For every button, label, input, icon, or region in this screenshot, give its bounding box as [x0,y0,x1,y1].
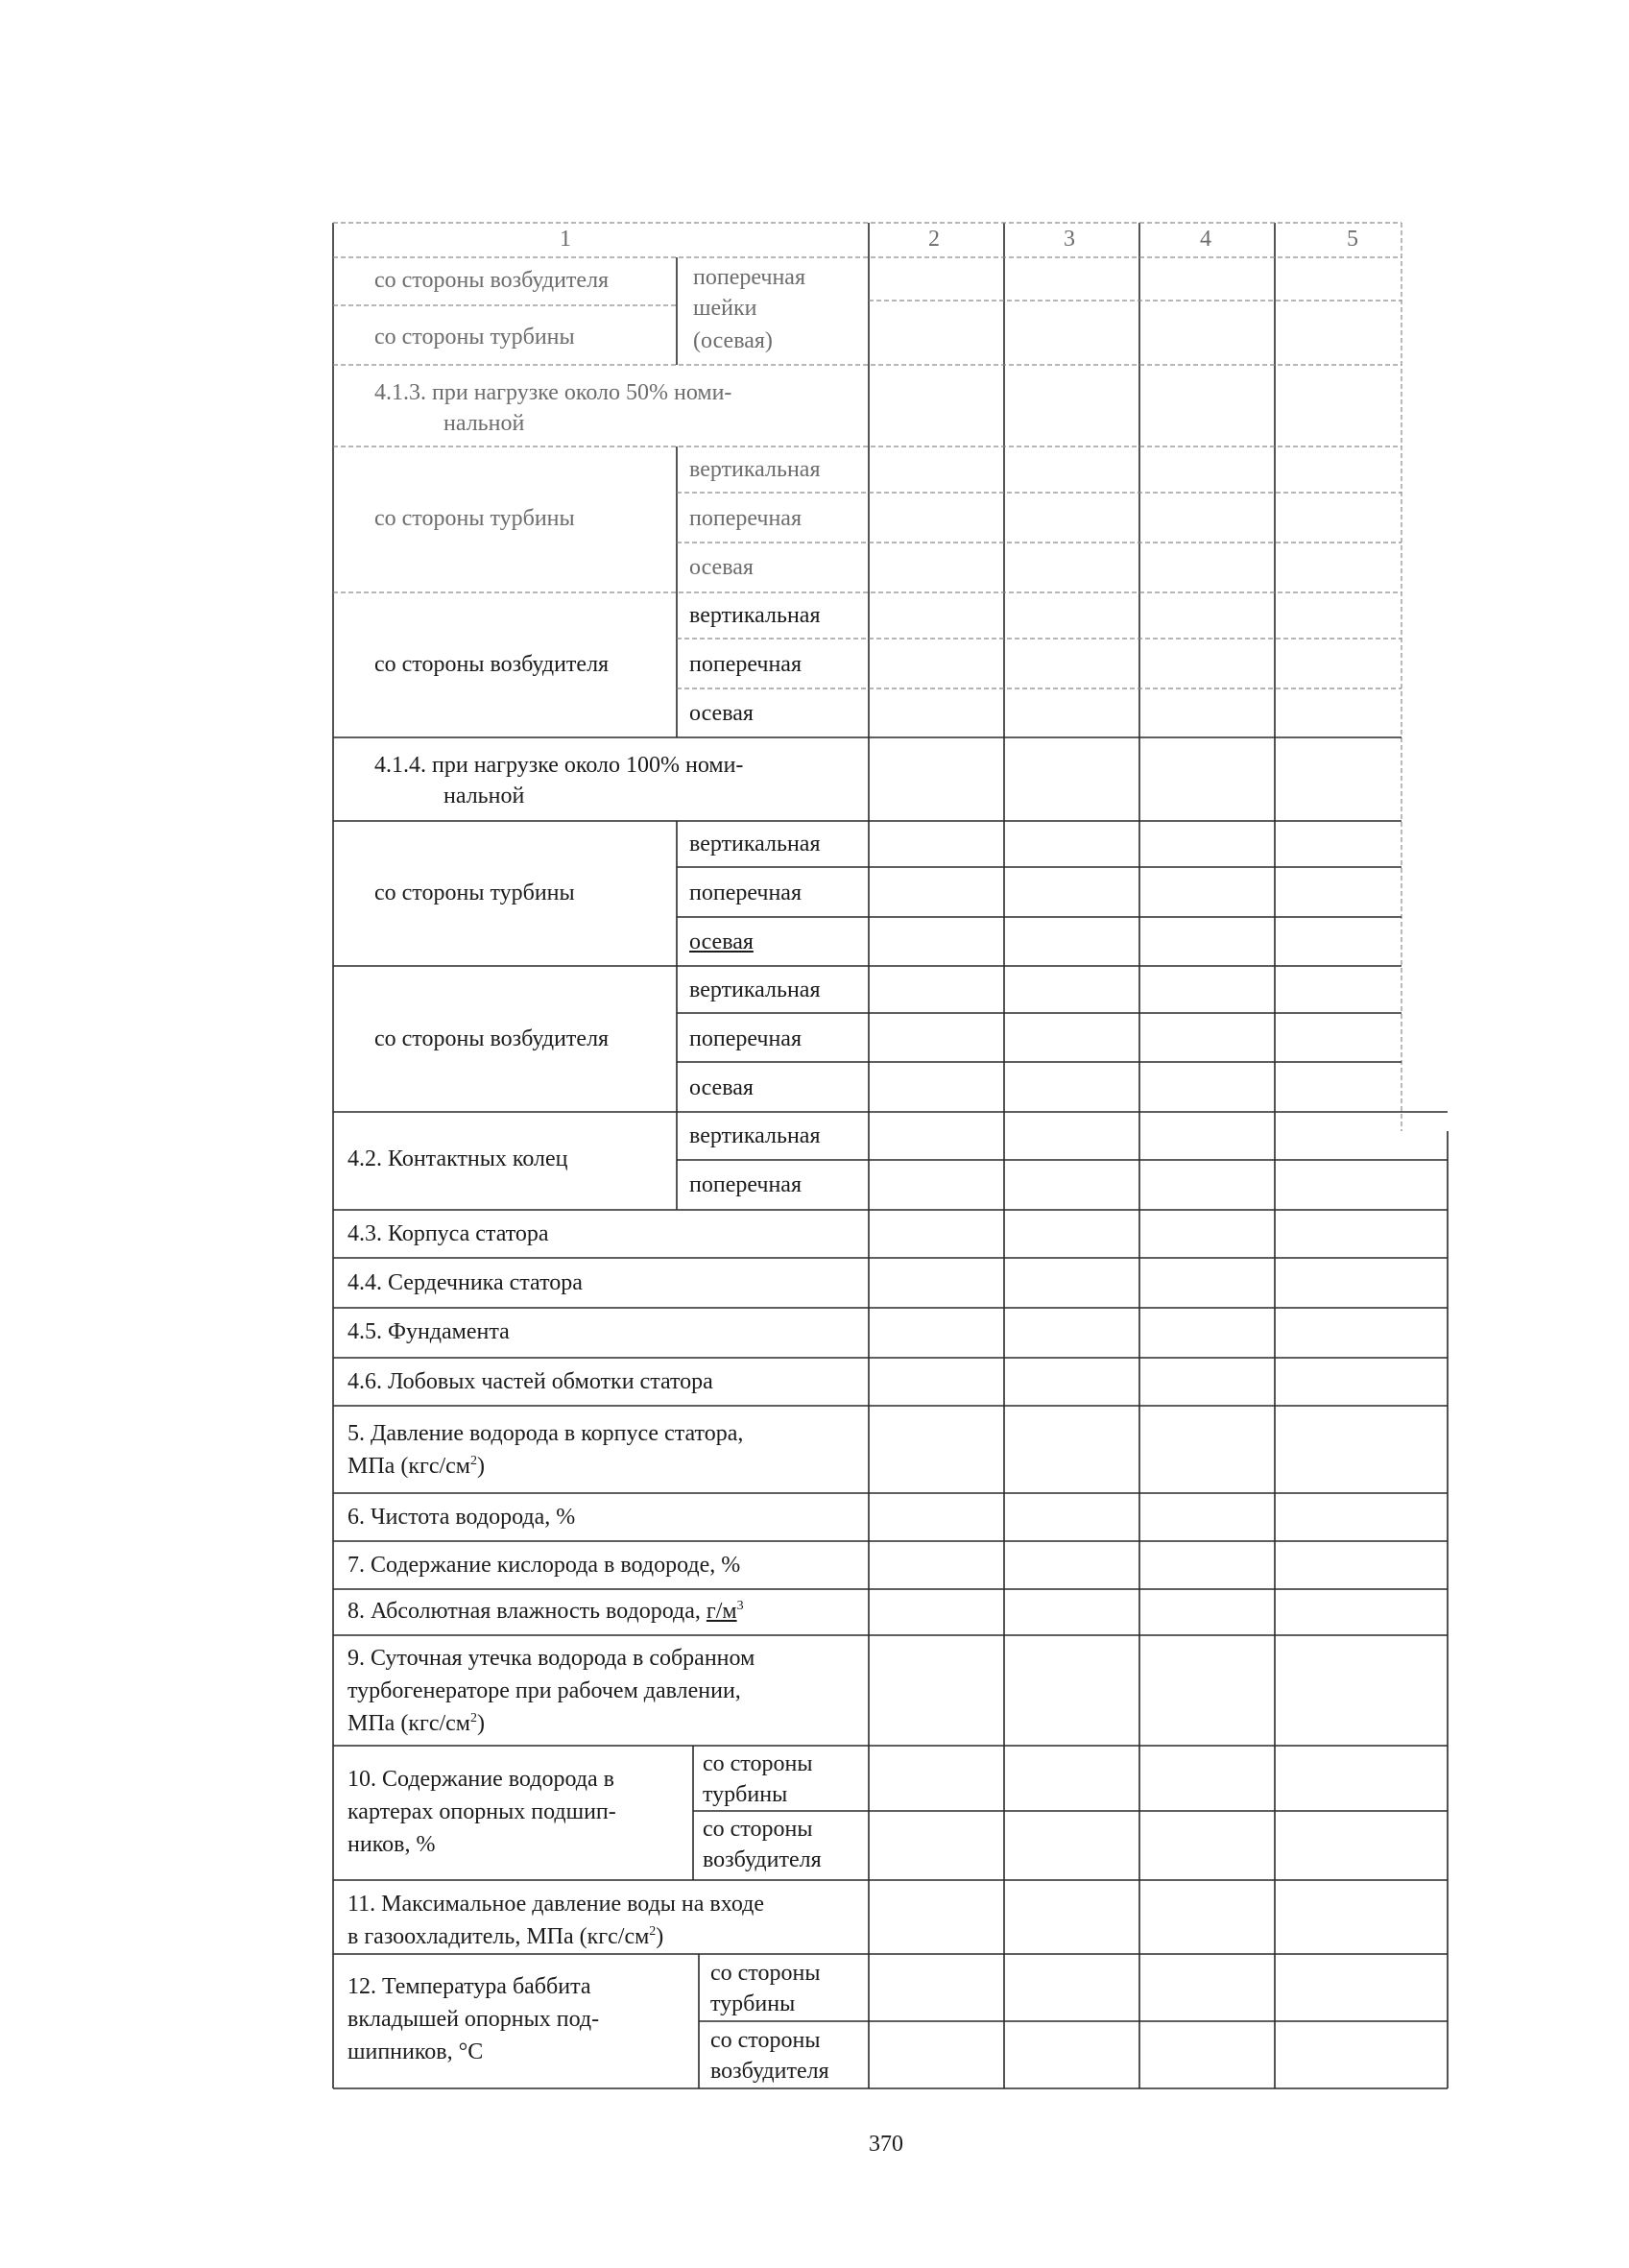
dir-414-t-transverse: поперечная [689,881,802,905]
row-10-exciter-l1: со стороны [703,1817,813,1842]
header-col-5: 5 [1347,227,1358,252]
dir-413-e-axial: осевая [689,701,754,726]
row-11-line-1: 11. Максимальное давление воды на входе [347,1892,765,1917]
section-414-turbine-side: со стороны турбины [374,881,575,905]
row-10-line-2: картерах опорных подшип- [347,1799,616,1824]
row-9-line-1: 9. Суточная утечка водорода в собранном [347,1646,755,1671]
row-10-turbine-l2: турбины [703,1782,788,1807]
dir-413-t-transverse: поперечная [689,506,802,531]
header-col-1: 1 [560,227,571,252]
section-413-heading: 4.1.3. при нагрузке около 50% номи- [374,380,732,405]
row-12-line-3: шипников, °С [347,2039,484,2064]
section-413-exciter-side: со стороны возбудителя [374,652,610,677]
header-col-3: 3 [1064,227,1075,252]
top-exciter-side: со стороны возбудителя [374,268,610,293]
row-12-exciter-l1: со стороны [710,2028,821,2053]
row-12-exciter-l2: возбудителя [710,2059,829,2084]
dir-414-e-vertical: вертикальная [689,977,821,1002]
row-12-turbine-l2: турбины [710,1991,796,2016]
row-5-line-1: 5. Давление водорода в корпусе статора, [347,1421,744,1446]
top-transverse: поперечная [693,265,805,290]
row-45-label: 4.5. Фундамента [347,1319,510,1344]
dir-413-t-axial: осевая [689,555,754,580]
row-9-line-2: турбогенераторе при рабочем давлении, [347,1678,741,1703]
row-10-turbine-l1: со стороны [703,1751,813,1776]
top-turbine-side: со стороны турбины [374,325,575,350]
page-number: 370 [869,2132,903,2157]
row-46-label: 4.6. Лобовых частей обмотки статора [347,1369,713,1394]
row-12-line-1: 12. Температура баббита [347,1974,591,1999]
dir-413-t-vertical: вертикальная [689,457,821,482]
row-9-line-3: МПа $(кгс/см^2)$ [347,1711,485,1736]
row-10-exciter-l2: возбудителя [703,1847,822,1872]
dir-42-vertical: вертикальная [689,1123,821,1148]
row-12-turbine-l1: со стороны [710,1961,821,1986]
row-11-line-2: в газоохладитель, МПа $(кгс/см^2)$ [347,1924,664,1949]
row-10-line-1: 10. Содержание водорода в [347,1767,614,1792]
row-6-label: 6. Чистота водорода, % [347,1505,576,1530]
row-8-label: 8. Абсолютная влажность водорода, $г/м^3$ [347,1599,744,1624]
row-12-line-2: вкладышей опорных под- [347,2007,600,2032]
dir-414-t-axial: осевая [689,929,754,954]
section-413-turbine-side: со стороны турбины [374,506,575,531]
row-43-label: 4.3. Корпуса статора [347,1221,549,1246]
section-413-heading-cont: нальной [443,411,525,436]
top-axial: (осевая) [693,328,773,353]
top-axes: шейки [693,296,757,321]
dir-413-e-transverse: поперечная [689,652,802,677]
dir-413-e-vertical: вертикальная [689,603,821,628]
dir-414-t-vertical: вертикальная [689,832,821,857]
dir-414-e-transverse: поперечная [689,1026,802,1051]
section-414-heading: 4.1.4. при нагрузке около 100% номи- [374,753,744,778]
row-44-label: 4.4. Сердечника статора [347,1270,583,1295]
section-414-heading-cont: нальной [443,784,525,808]
header-col-2: 2 [928,227,940,252]
row-7-label: 7. Содержание кислорода в водороде, % [347,1553,741,1578]
dir-414-e-axial: осевая [689,1075,754,1100]
row-10-line-3: ников, % [347,1832,436,1857]
dir-42-transverse: поперечная [689,1172,802,1197]
section-414-exciter-side: со стороны возбудителя [374,1026,610,1051]
row-5-line-2: МПа $(кгс/см^2)$ [347,1454,485,1479]
header-col-4: 4 [1200,227,1211,252]
row-42-label: 4.2. Контактных колец [347,1146,568,1171]
